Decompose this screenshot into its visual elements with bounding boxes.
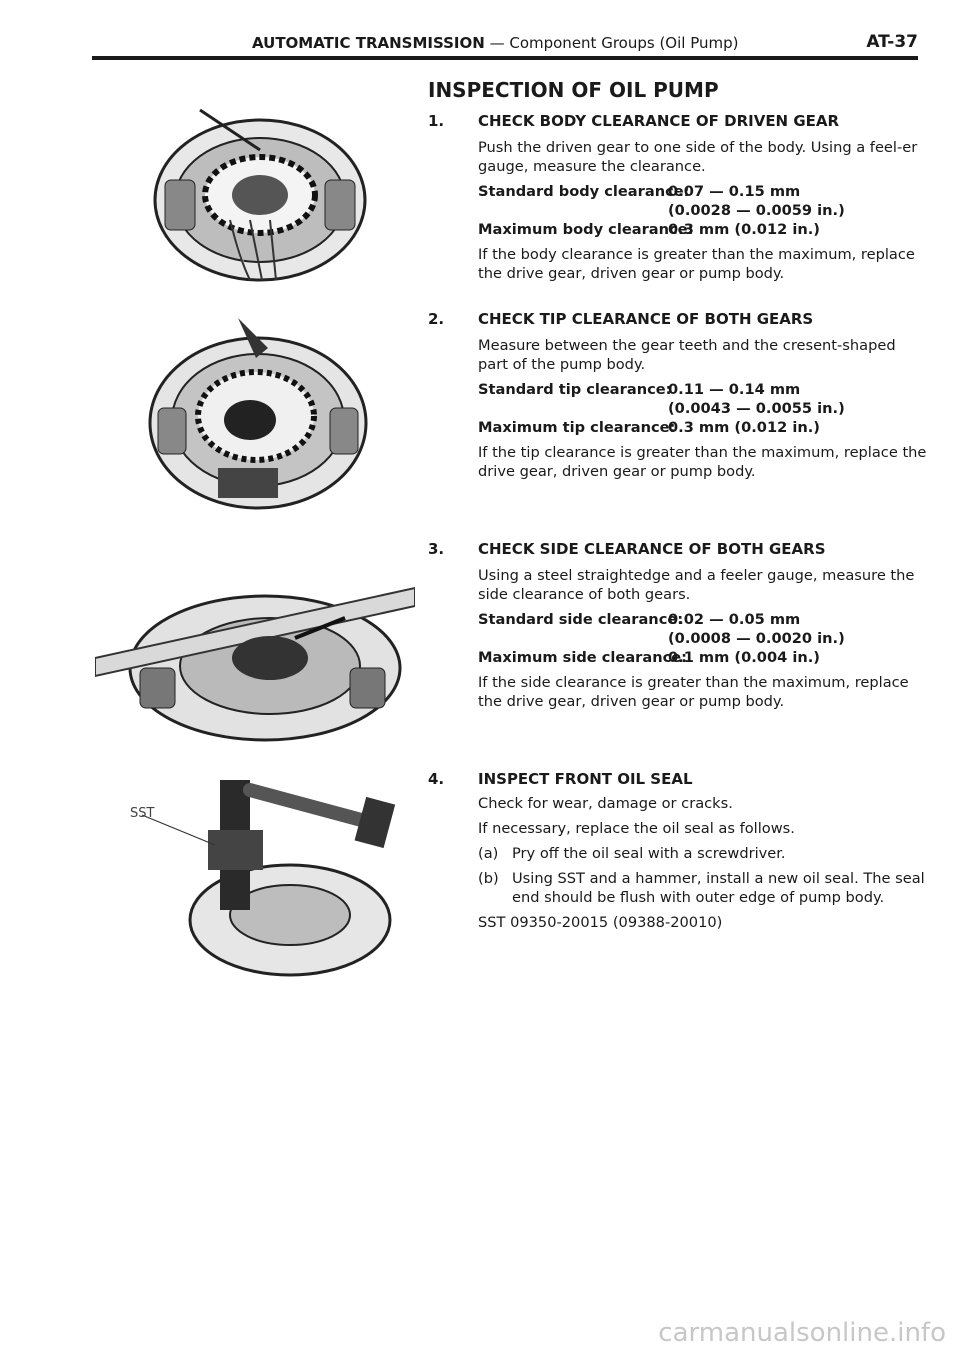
step-title: 4. INSPECT FRONT OIL SEAL bbox=[428, 770, 693, 788]
step-4 bbox=[428, 770, 928, 938]
step-intro: Push the driven gear to one side of the body. Using a feel-er gauge, measure the clearance. bbox=[478, 139, 918, 175]
figure-tip-clearance bbox=[138, 308, 378, 518]
page-header bbox=[92, 28, 918, 60]
step-intro: Measure between the gear teeth and the cresent-shaped part of the pump body. bbox=[478, 337, 896, 373]
step-3 bbox=[428, 540, 928, 717]
header-title-bold: AUTOMATIC TRANSMISSION bbox=[252, 34, 485, 52]
step-title: 1. CHECK BODY CLEARANCE OF DRIVEN GEAR bbox=[428, 112, 840, 130]
watermark: carmanualsonline.info bbox=[658, 1318, 946, 1348]
spec-table: Standard body clearance: 0.07 — 0.15 mm (0.0028 — 0.0059 in.) Maximum body clearance: 0.3 mm (0.012 in.) bbox=[478, 183, 845, 238]
header-title-rest: — Component Groups (Oil Pump) bbox=[484, 34, 739, 52]
step-title: 3. CHECK SIDE CLEARANCE OF BOTH GEARS bbox=[428, 540, 826, 558]
header-title bbox=[252, 34, 739, 52]
step-note: If the body clearance is greater than the maximum, replace the drive gear, driven gear or pump body. bbox=[478, 246, 915, 282]
step-intro-2: If necessary, replace the oil seal as follows. bbox=[478, 820, 795, 837]
step-title: 2. CHECK TIP CLEARANCE OF BOTH GEARS bbox=[428, 310, 814, 328]
figure-side-clearance bbox=[95, 558, 415, 748]
figure-body-clearance bbox=[140, 90, 380, 290]
sst-figure-label: SST bbox=[130, 806, 155, 821]
step-intro: Using a steel straightedge and a feeler gauge, measure the side clearance of both gears. bbox=[478, 567, 915, 603]
list-item: (b) Using SST and a hammer, install a new oil seal. The seal end should be flush with outer edge of pump body. bbox=[478, 870, 925, 906]
step-note: If the tip clearance is greater than the maximum, replace the drive gear, driven gear or pump body. bbox=[478, 444, 927, 480]
step-note: If the side clearance is greater than the maximum, replace the drive gear, driven gear or pump body. bbox=[478, 674, 909, 710]
step-2 bbox=[428, 310, 928, 487]
sst-number: SST 09350-20015 (09388-20010) bbox=[478, 914, 723, 931]
page-number: AT-37 bbox=[866, 32, 918, 52]
list-item: (a) Pry off the oil seal with a screwdriver. bbox=[478, 845, 786, 862]
spec-table: Standard tip clearance: 0.11 — 0.14 mm (0.0043 — 0.0055 in.) Maximum tip clearance: 0.3 mm (0.012 in.) bbox=[478, 381, 845, 436]
spec-table: Standard side clearance: 0.02 — 0.05 mm (0.0008 — 0.0020 in.) Maximum side clearance: 0.1 mm (0.004 in.) bbox=[478, 611, 845, 666]
page-heading: INSPECTION OF OIL PUMP bbox=[428, 78, 719, 102]
figure-front-oil-seal bbox=[130, 770, 400, 980]
step-1 bbox=[428, 112, 928, 289]
step-intro: Check for wear, damage or cracks. bbox=[478, 795, 733, 812]
